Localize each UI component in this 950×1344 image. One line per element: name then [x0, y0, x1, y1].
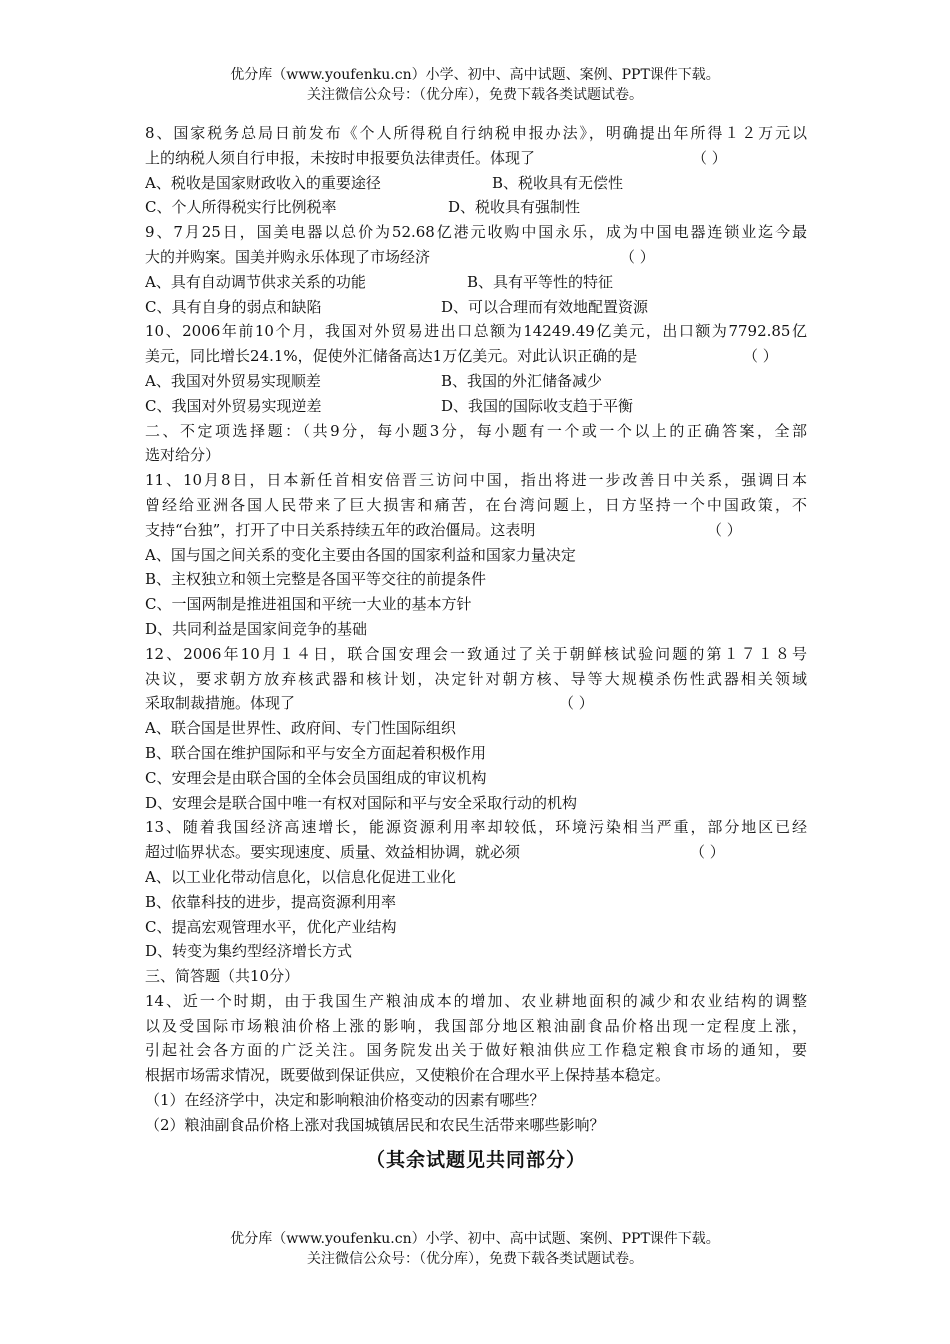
footer-line-1: 优分库（www.youfenku.cn）小学、初中、高中试题、案例、PPT课件下载。	[230, 1231, 720, 1247]
section-2-heading	[145, 419, 807, 469]
question-11	[145, 468, 807, 642]
question-9	[145, 220, 807, 319]
option-b: B、我国的外汇储备减少	[441, 371, 603, 390]
question-10	[145, 319, 807, 418]
sub-question-2: （2）粮油副食品价格上涨对我国城镇居民和农民生活带来哪些影响？	[145, 1115, 605, 1134]
option-b: B、依靠科技的进步，提高资源利用率	[145, 892, 397, 911]
answer-blank: （ ）	[743, 347, 778, 366]
question-text: 引起社会各方面的广泛关注。国务院发出关于做好粮油供应工作稳定粮食市场的通知，要	[145, 1041, 807, 1060]
answer-blank: （ ）	[559, 694, 594, 713]
question-text: 11、10月8日，日本新任首相安倍晋三访问中国，指出将进一步改善日中关系，强调日本	[145, 471, 807, 490]
option-c: C、提高宏观管理水平，优化产业结构	[145, 917, 397, 936]
option-b: B、主权独立和领土完整是各国平等交往的前提条件	[145, 570, 487, 589]
answer-blank: （ ）	[707, 520, 742, 539]
exam-content	[145, 121, 807, 1176]
question-8	[145, 121, 807, 220]
question-text: 14、近一个时期，由于我国生产粮油成本的增加、农业耕地面积的减少和农业结构的调整	[145, 991, 807, 1010]
answer-blank: （ ）	[690, 843, 725, 862]
question-text: 曾经给亚洲各国人民带来了巨大损害和痛苦，在台湾问题上，日方坚持一个中国政策，不	[145, 495, 807, 514]
option-c: C、安理会是由联合国的全体会员国组成的审议机构	[145, 768, 487, 787]
option-a: A、国与国之间关系的变化主要由各国的国家利益和国家力量决定	[145, 545, 576, 564]
section-text: 二、不定项选择题：（共9分，每小题3分，每小题有一个或一个以上的正确答案，全部	[145, 421, 807, 440]
question-text: 超过临界状态。要实现速度、质量、效益相协调，就必须	[145, 843, 521, 862]
question-text: 采取制裁措施。体现了	[145, 694, 296, 713]
question-12	[145, 642, 807, 816]
answer-blank: （ ）	[692, 148, 727, 167]
option-c: C、个人所得税实行比例税率	[145, 198, 337, 217]
question-text: 8、国家税务总局日前发布《个人所得税自行纳税申报办法》，明确提出年所得１２万元以	[145, 124, 807, 142]
option-d: D、转变为集约型经济增长方式	[145, 942, 353, 961]
question-text: 以及受国际市场粮油价格上涨的影响，我国部分地区粮油副食品价格出现一定程度上涨，	[145, 1016, 807, 1035]
option-d: D、我国的国际收支趋于平衡	[441, 396, 634, 415]
page-header	[0, 65, 950, 105]
question-text: 10、2006年前10个月，我国对外贸易进出口总额为14249.49亿美元，出口额为7792.85亿	[145, 322, 807, 341]
option-a: A、以工业化带动信息化，以信息化促进工业化	[145, 867, 456, 886]
question-13	[145, 815, 807, 964]
option-b: B、具有平等性的特征	[467, 272, 614, 291]
option-a: A、税收是国家财政收入的重要途径	[145, 173, 381, 192]
header-line-2: 关注微信公众号：（优分库），免费下载各类试题试卷。	[307, 87, 643, 103]
question-14	[145, 989, 807, 1138]
option-b: B、联合国在维护国际和平与安全方面起着积极作用	[145, 743, 487, 762]
page-footer	[0, 1229, 950, 1269]
question-text: 支持“台独”，打开了中日关系持续五年的政治僵局。这表明	[145, 520, 536, 539]
question-text: 大的并购案。国美并购永乐体现了市场经济	[145, 247, 431, 266]
question-text: 12、2006年10月１４日，联合国安理会一致通过了关于朝鲜核试验问题的第１７１８号	[145, 644, 807, 663]
question-text: 上的纳税人须自行申报，未按时申报要负法律责任。体现了	[145, 148, 536, 167]
question-text: 9、7月25日，国美电器以总价为52.68亿港元收购中国永乐，成为中国电器连锁业迄今最	[145, 223, 807, 242]
closing-note: （其余试题见共同部分）	[365, 1148, 586, 1171]
question-text: 13、随着我国经济高速增长，能源资源利用率却较低，环境污染相当严重，部分地区已经	[145, 818, 807, 837]
option-b: B、税收具有无偿性	[492, 173, 624, 192]
question-text: 决议，要求朝方放弃核武器和核计划，决定针对朝方核、导等大规模杀伤性武器相关领域	[145, 669, 807, 688]
header-line-1: 优分库（www.youfenku.cn）小学、初中、高中试题、案例、PPT课件下载。	[230, 67, 720, 83]
option-c: C、一国两制是推进祖国和平统一大业的基本方针	[145, 595, 472, 614]
option-c: C、我国对外贸易实现逆差	[145, 396, 322, 415]
option-d: D、共同利益是国家间竞争的基础	[145, 619, 368, 638]
option-a: A、联合国是世界性、政府间、专门性国际组织	[145, 719, 456, 738]
footer-line-2: 关注微信公众号：（优分库），免费下载各类试题试卷。	[307, 1251, 643, 1267]
option-c: C、具有自身的弱点和缺陷	[145, 297, 322, 316]
option-d: D、安理会是联合国中唯一有权对国际和平与安全采取行动的机构	[145, 793, 578, 812]
answer-blank: （ ）	[620, 247, 655, 266]
sub-question-1: （1）在经济学中，决定和影响粮油价格变动的因素有哪些？	[145, 1091, 545, 1110]
section-text: 选对给分）	[145, 446, 221, 465]
option-d: D、可以合理而有效地配置资源	[441, 297, 649, 316]
question-text: 美元，同比增长24.1%，促使外汇储备高达1万亿美元。对此认识正确的是	[145, 347, 638, 366]
option-d: D、税收具有强制性	[448, 198, 581, 217]
section-3-heading: 三、简答题（共10分）	[145, 967, 300, 986]
option-a: A、具有自动调节供求关系的功能	[145, 272, 366, 291]
option-a: A、我国对外贸易实现顺差	[145, 371, 321, 390]
question-text: 根据市场需求情况，既要做到保证供应，又使粮价在合理水平上保持基本稳定。	[145, 1066, 671, 1085]
